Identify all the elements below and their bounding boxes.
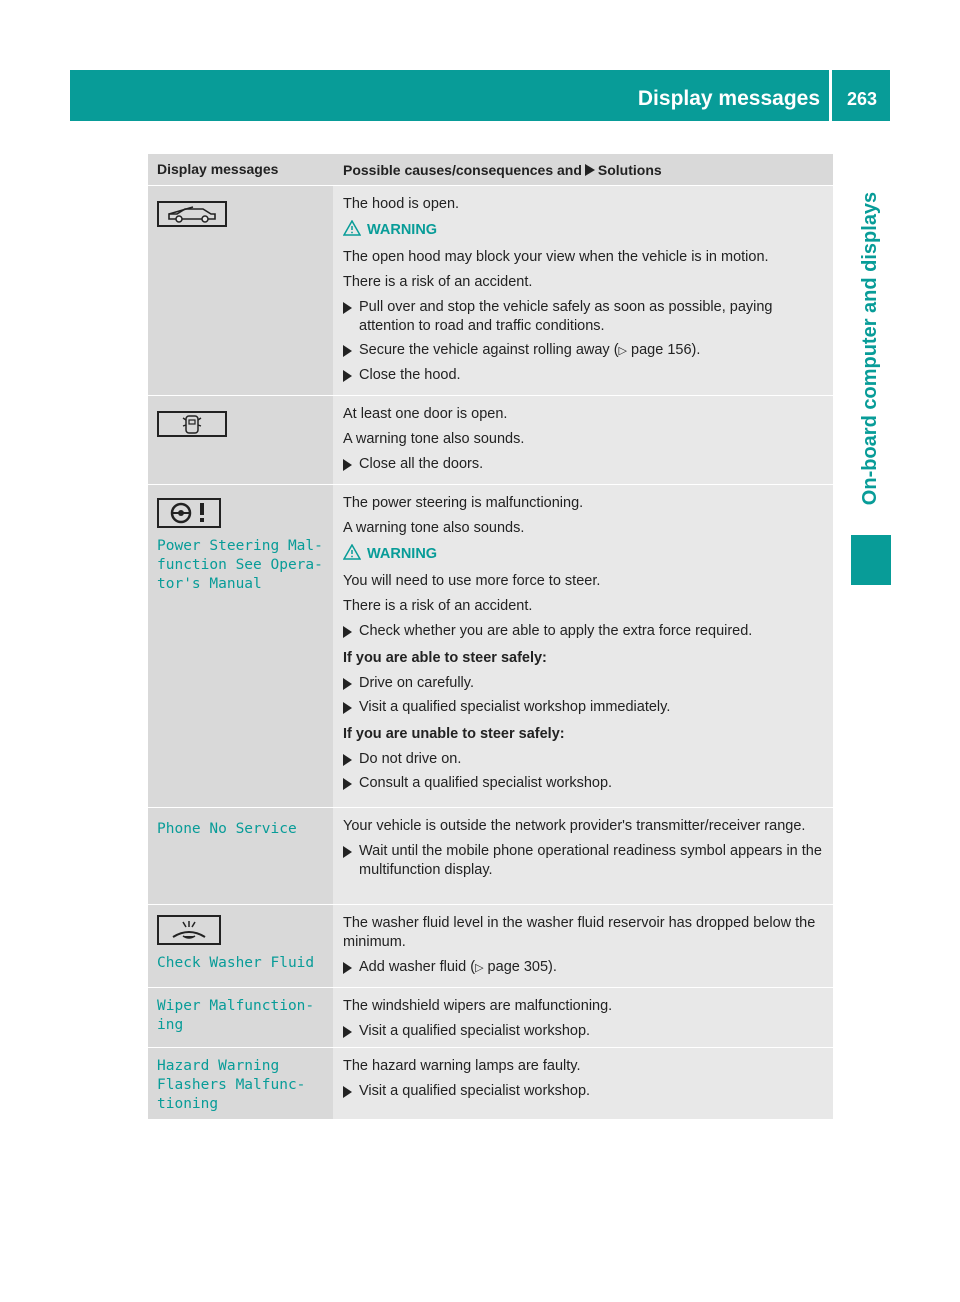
- wiper-intro: The windshield wipers are malfunctioning.: [343, 998, 613, 1014]
- step-text: Pull over and stop the vehicle safely as soon as possible, paying attention to road and traffic conditions.: [359, 299, 773, 334]
- hood-text1: The open hood may block your view when the vehicle is in motion.: [343, 249, 769, 265]
- step-text: Do not drive on.: [359, 751, 462, 767]
- message-cell: [148, 396, 333, 484]
- hood-intro: The hood is open.: [343, 196, 460, 212]
- col-header-messages: Display messages: [148, 154, 333, 185]
- step-item: [343, 958, 827, 978]
- solution-cell: [333, 988, 833, 1047]
- washer-intro: The washer fluid level in the washer fluid reservoir has dropped below the minimum.: [343, 915, 816, 950]
- side-section-label: [851, 170, 891, 526]
- step-item: [343, 366, 827, 385]
- solution-cell: [333, 396, 833, 484]
- step-arrow-icon: [343, 678, 352, 690]
- page-ref-icon: ▷: [475, 962, 484, 974]
- display-message-text: Wiper Malfunction‑ ing: [157, 998, 315, 1033]
- step-arrow-icon: [343, 754, 352, 766]
- step-arrow-icon: [343, 846, 352, 858]
- page-ref-icon: ▷: [618, 345, 627, 357]
- header-title: Display messages: [637, 87, 820, 110]
- step-arrow-icon: [343, 1086, 352, 1098]
- table-row: [148, 808, 833, 905]
- header-divider: [829, 70, 832, 121]
- step-arrow-icon: [343, 370, 352, 382]
- door-open-icon: [157, 411, 227, 437]
- step-arrow-icon: [343, 778, 352, 790]
- page-header: [70, 70, 890, 121]
- step-arrow-icon: [343, 459, 352, 471]
- step-arrow-icon: [343, 302, 352, 314]
- display-message-text: Hazard Warning Flashers Malfunc‑ tioning: [157, 1058, 306, 1112]
- step-text: Check whether you are able to apply the extra force required.: [359, 623, 753, 639]
- step-text: Wait until the mobile phone operational readiness symbol appears in the multifunction display.: [359, 843, 822, 878]
- steering-text2: You will need to use more force to steer.: [343, 573, 601, 589]
- warning-heading: [343, 220, 827, 240]
- hood-text2: There is a risk of an accident.: [343, 274, 533, 290]
- col-header-solutions-suffix: Solutions: [597, 162, 662, 178]
- solution-cell: [333, 905, 833, 987]
- step-item: [343, 298, 827, 336]
- solution-cell: [333, 186, 833, 395]
- step-item: [343, 842, 827, 880]
- step-item: [343, 1022, 827, 1041]
- message-cell: [148, 485, 333, 807]
- table-row: [148, 485, 833, 808]
- solution-cell: [333, 485, 833, 807]
- steering-warning-icon: [157, 498, 325, 533]
- subheading: If you are able to steer safely:: [343, 650, 547, 666]
- warning-heading: [343, 544, 827, 564]
- step-text: Add washer fluid (: [359, 959, 476, 975]
- message-cell: [148, 808, 333, 904]
- col-header-solutions-prefix: Possible causes/consequences and: [343, 162, 582, 178]
- display-message-text: Power Steering Mal‑ function See Opera‑ tor's Manual: [157, 538, 323, 592]
- step-arrow-icon: [343, 962, 352, 974]
- warning-label: WARNING: [367, 222, 438, 238]
- table-row: [148, 905, 833, 988]
- step-item: [343, 674, 827, 693]
- display-message-text: Phone No Service: [157, 821, 297, 837]
- step-item: [343, 698, 827, 717]
- step-item: [343, 1082, 827, 1101]
- step-text: Visit a qualified specialist workshop.: [359, 1083, 591, 1099]
- arrow-icon: [585, 164, 595, 176]
- solution-cell: [333, 808, 833, 904]
- step-arrow-icon: [343, 702, 352, 714]
- hood-open-icon: [157, 201, 227, 227]
- table-row: [148, 186, 833, 396]
- table-row: [148, 396, 833, 485]
- step-text: Visit a qualified specialist workshop.: [359, 1023, 591, 1039]
- step-text: Drive on carefully.: [359, 675, 474, 691]
- step-item: [343, 774, 827, 793]
- side-label-text: On-board computer and displays: [859, 191, 882, 505]
- phone-intro: Your vehicle is outside the network provider's transmitter/receiver range.: [343, 818, 806, 834]
- table-row: [148, 988, 833, 1048]
- message-cell: [148, 905, 333, 987]
- step-text: Close the hood.: [359, 367, 461, 383]
- step-text: Visit a qualified specialist workshop immediately.: [359, 699, 671, 715]
- display-messages-table: [148, 154, 833, 1119]
- door-intro: At least one door is open.: [343, 406, 508, 422]
- message-cell: [148, 1048, 333, 1119]
- step-text: Close all the doors.: [359, 456, 484, 472]
- table-header-row: [148, 154, 833, 186]
- step-text: Consult a qualified specialist workshop.: [359, 775, 613, 791]
- page-number: 263: [846, 89, 878, 109]
- step-arrow-icon: [343, 345, 352, 357]
- door-text1: A warning tone also sounds.: [343, 431, 525, 447]
- steering-intro: The power steering is malfunctioning.: [343, 495, 584, 511]
- col-header-solutions: [333, 154, 833, 185]
- message-cell: [148, 186, 333, 395]
- subheading: If you are unable to steer safely:: [343, 726, 565, 742]
- warning-triangle-icon: [343, 220, 361, 236]
- hazard-intro: The hazard warning lamps are faulty.: [343, 1058, 581, 1074]
- steering-text3: There is a risk of an accident.: [343, 598, 533, 614]
- warning-triangle-icon: [343, 544, 361, 560]
- step-item: [343, 341, 827, 361]
- solution-cell: [333, 1048, 833, 1119]
- message-cell: [148, 988, 333, 1047]
- display-message-text: Check Washer Fluid: [157, 955, 315, 971]
- step-item: [343, 622, 827, 641]
- page-ref-link[interactable]: page 305).: [483, 959, 557, 975]
- step-arrow-icon: [343, 1026, 352, 1038]
- table-row: [148, 1048, 833, 1119]
- steering-text1: A warning tone also sounds.: [343, 520, 525, 536]
- page-ref-link[interactable]: page 156).: [627, 342, 701, 358]
- step-arrow-icon: [343, 626, 352, 638]
- side-tab-marker: [851, 535, 891, 585]
- step-text: Secure the vehicle against rolling away (: [359, 342, 619, 358]
- step-item: [343, 750, 827, 769]
- step-item: [343, 455, 827, 474]
- washer-fluid-icon: [157, 915, 325, 950]
- warning-label: WARNING: [367, 546, 438, 562]
